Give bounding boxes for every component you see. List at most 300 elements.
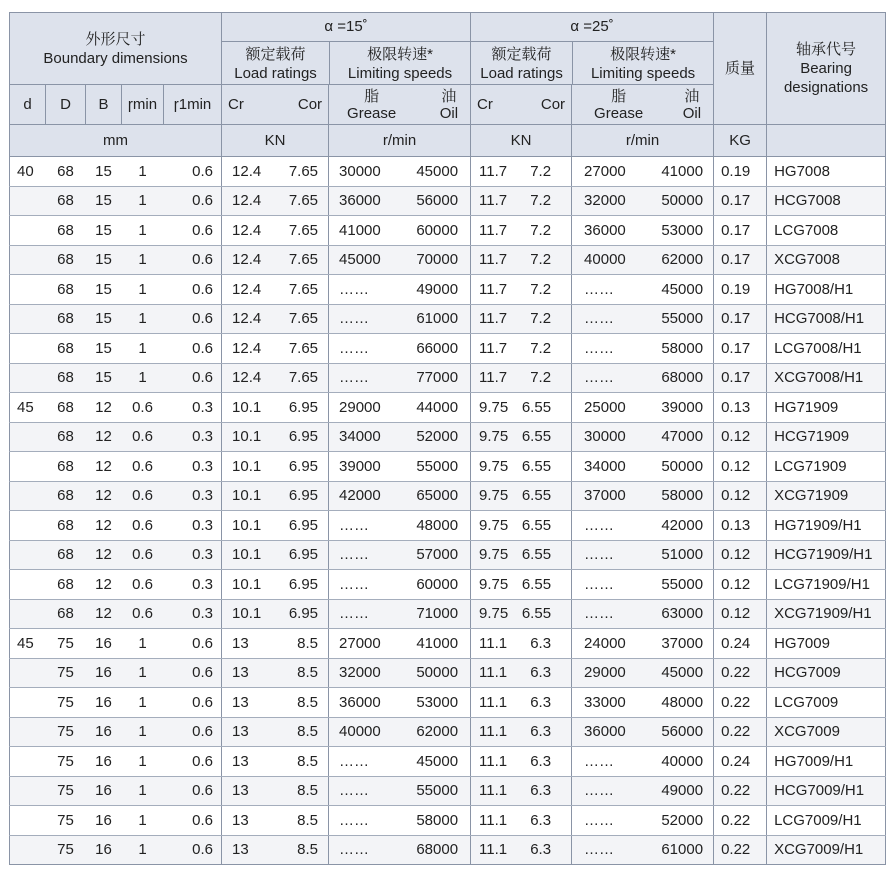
cell-load25-right: 6.55 bbox=[521, 428, 552, 446]
cell-speed15-right: 58000 bbox=[416, 811, 459, 829]
cell-speed25-left: …… bbox=[584, 280, 615, 298]
cell-B: 15 bbox=[86, 157, 122, 187]
cell-load15-right: 7.65 bbox=[288, 251, 319, 269]
cell-load15 bbox=[222, 717, 329, 747]
cell-speed15 bbox=[329, 481, 471, 511]
cell-load15-left: 10.1 bbox=[232, 457, 262, 475]
cell-d bbox=[10, 688, 46, 718]
cell-d: 40 bbox=[10, 157, 46, 187]
cell-load15-left: 12.4 bbox=[232, 162, 262, 180]
cell-load15-right: 6.95 bbox=[288, 487, 319, 505]
cell-mass: 0.22 bbox=[714, 806, 767, 836]
col-B: B bbox=[86, 85, 122, 125]
cell-speed15-left: 42000 bbox=[339, 487, 381, 505]
cell-mass: 0.22 bbox=[714, 776, 767, 806]
cell-designation: HCG7009 bbox=[767, 658, 886, 688]
cell-speed15-left: 34000 bbox=[339, 428, 381, 446]
cell-load25 bbox=[471, 216, 572, 246]
cell-speed15-left: 40000 bbox=[339, 723, 381, 741]
cell-load15-right: 6.95 bbox=[288, 605, 319, 623]
unit-rmin-25: r/min bbox=[572, 125, 714, 157]
cell-load15-right: 8.5 bbox=[297, 723, 319, 741]
table-row bbox=[10, 422, 886, 452]
cell-speed25-left: 34000 bbox=[584, 457, 626, 475]
cell-load25-right: 7.2 bbox=[530, 192, 552, 210]
cell-rmin: 1 bbox=[122, 157, 164, 187]
cell-load25-left: 11.1 bbox=[479, 782, 508, 800]
cell-load15 bbox=[222, 835, 329, 865]
oil-cn: 油 bbox=[441, 87, 457, 105]
cell-mass: 0.19 bbox=[714, 275, 767, 305]
cell-mass: 0.13 bbox=[714, 393, 767, 423]
cell-rmin: 0.6 bbox=[122, 570, 164, 600]
col-d: d bbox=[10, 85, 46, 125]
cell-load15 bbox=[222, 157, 329, 187]
cell-rmin: 0.6 bbox=[122, 393, 164, 423]
cell-speed15 bbox=[329, 275, 471, 305]
cell-D: 68 bbox=[46, 599, 86, 629]
table-row bbox=[10, 570, 886, 600]
cell-speed25-right: 62000 bbox=[661, 251, 704, 269]
cell-speed25-right: 55000 bbox=[661, 310, 704, 328]
col-cr: Cr bbox=[477, 96, 493, 113]
cell-D: 75 bbox=[46, 835, 86, 865]
cell-B: 12 bbox=[86, 540, 122, 570]
cell-mass: 0.12 bbox=[714, 481, 767, 511]
cell-d bbox=[10, 599, 46, 629]
cell-load15-left: 10.1 bbox=[232, 575, 262, 593]
cell-rmin: 0.6 bbox=[122, 599, 164, 629]
cell-speed15-right: 61000 bbox=[416, 310, 459, 328]
table-row bbox=[10, 452, 886, 482]
cell-speed25-right: 63000 bbox=[661, 605, 704, 623]
cell-speed25-left: …… bbox=[584, 752, 615, 770]
cell-D: 75 bbox=[46, 688, 86, 718]
cell-load15-left: 10.1 bbox=[232, 546, 262, 564]
cell-load25-left: 11.7 bbox=[479, 192, 508, 210]
cell-designation: HG71909/H1 bbox=[767, 511, 886, 541]
cell-speed25-left: …… bbox=[584, 369, 615, 387]
speed-en: Limiting speeds bbox=[590, 65, 696, 82]
cell-load25-right: 6.3 bbox=[530, 723, 552, 741]
cell-load15 bbox=[222, 599, 329, 629]
cell-d bbox=[10, 245, 46, 275]
cell-designation: LCG7009/H1 bbox=[767, 806, 886, 836]
cell-load25-left: 9.75 bbox=[479, 605, 509, 623]
cell-load25-right: 7.2 bbox=[530, 369, 552, 387]
cell-load25-right: 6.55 bbox=[521, 516, 552, 534]
cell-r1min: 0.6 bbox=[164, 717, 222, 747]
cell-rmin: 0.6 bbox=[122, 511, 164, 541]
cell-speed15 bbox=[329, 334, 471, 364]
cell-B: 16 bbox=[86, 658, 122, 688]
cell-load25-left: 11.7 bbox=[479, 251, 508, 269]
unit-kg: KG bbox=[714, 125, 767, 157]
cell-B: 12 bbox=[86, 481, 122, 511]
cell-r1min: 0.6 bbox=[164, 806, 222, 836]
cell-mass: 0.17 bbox=[714, 304, 767, 334]
cell-r1min: 0.6 bbox=[164, 334, 222, 364]
cell-speed25 bbox=[572, 216, 714, 246]
cell-speed25 bbox=[572, 186, 714, 216]
cell-B: 16 bbox=[86, 835, 122, 865]
mass-cn: 质量 bbox=[725, 60, 756, 77]
cell-load15 bbox=[222, 422, 329, 452]
cell-B: 12 bbox=[86, 452, 122, 482]
cell-D: 75 bbox=[46, 717, 86, 747]
cell-rmin: 1 bbox=[122, 245, 164, 275]
cell-speed25-right: 55000 bbox=[661, 575, 704, 593]
cell-load15-right: 6.95 bbox=[288, 428, 319, 446]
cell-load25-right: 6.55 bbox=[521, 457, 552, 475]
cell-designation: HCG7008/H1 bbox=[767, 304, 886, 334]
cell-speed25 bbox=[572, 481, 714, 511]
cell-rmin: 1 bbox=[122, 216, 164, 246]
bearing-spec-table-container bbox=[9, 12, 885, 865]
cell-load25-right: 6.55 bbox=[521, 398, 552, 416]
alpha25-label: α =25˚ bbox=[471, 13, 713, 42]
cell-d bbox=[10, 658, 46, 688]
boundary-dimensions-header bbox=[10, 13, 222, 85]
cell-speed15-right: 60000 bbox=[416, 575, 459, 593]
cell-load25-right: 6.3 bbox=[530, 664, 552, 682]
cell-designation: HCG71909 bbox=[767, 422, 886, 452]
cell-designation: LCG71909/H1 bbox=[767, 570, 886, 600]
cell-B: 12 bbox=[86, 511, 122, 541]
cell-B: 16 bbox=[86, 806, 122, 836]
cell-load25 bbox=[471, 422, 572, 452]
cell-load15 bbox=[222, 688, 329, 718]
cell-speed15-left: …… bbox=[339, 546, 370, 564]
cell-d bbox=[10, 275, 46, 305]
cell-designation: HG7008 bbox=[767, 157, 886, 187]
cell-load25-right: 6.3 bbox=[530, 752, 552, 770]
cell-load25-right: 7.2 bbox=[530, 280, 552, 298]
boundary-en: Boundary dimensions bbox=[43, 49, 188, 67]
cell-speed25 bbox=[572, 629, 714, 659]
cell-load15 bbox=[222, 747, 329, 777]
cell-r1min: 0.6 bbox=[164, 835, 222, 865]
cell-D: 68 bbox=[46, 481, 86, 511]
cell-d bbox=[10, 216, 46, 246]
cell-load15 bbox=[222, 776, 329, 806]
cell-load25 bbox=[471, 747, 572, 777]
cell-load25 bbox=[471, 717, 572, 747]
cell-d bbox=[10, 747, 46, 777]
cell-load25-left: 11.7 bbox=[479, 280, 508, 298]
cell-speed15 bbox=[329, 806, 471, 836]
cell-load25-right: 6.55 bbox=[521, 487, 552, 505]
cell-speed15 bbox=[329, 747, 471, 777]
cell-r1min: 0.3 bbox=[164, 540, 222, 570]
table-row bbox=[10, 629, 886, 659]
cell-speed15-right: 48000 bbox=[416, 516, 459, 534]
cell-load25-left: 11.7 bbox=[479, 310, 508, 328]
cell-d bbox=[10, 481, 46, 511]
cell-load25-left: 9.75 bbox=[479, 487, 509, 505]
cell-speed25-left: 30000 bbox=[584, 428, 626, 446]
cell-d bbox=[10, 334, 46, 364]
cell-mass: 0.22 bbox=[714, 717, 767, 747]
cell-speed25-right: 39000 bbox=[661, 398, 704, 416]
cell-speed15-right: 65000 bbox=[416, 487, 459, 505]
cell-speed15-right: 66000 bbox=[416, 339, 459, 357]
table-row bbox=[10, 835, 886, 865]
table-row bbox=[10, 216, 886, 246]
cell-speed15-right: 70000 bbox=[416, 251, 459, 269]
cell-rmin: 1 bbox=[122, 806, 164, 836]
cell-load25-right: 6.55 bbox=[521, 605, 552, 623]
table-row bbox=[10, 511, 886, 541]
cell-load25-left: 9.75 bbox=[479, 398, 509, 416]
cell-load25-left: 11.1 bbox=[479, 811, 508, 829]
cell-load15-right: 7.65 bbox=[288, 162, 319, 180]
cell-B: 16 bbox=[86, 688, 122, 718]
cell-D: 68 bbox=[46, 422, 86, 452]
bearing-cn: 轴承代号 bbox=[796, 41, 857, 58]
cell-D: 68 bbox=[46, 393, 86, 423]
cell-mass: 0.12 bbox=[714, 422, 767, 452]
header-row-units bbox=[10, 125, 886, 157]
load-en: Load ratings bbox=[480, 65, 563, 82]
cell-speed15-right: 49000 bbox=[416, 280, 459, 298]
cell-mass: 0.12 bbox=[714, 540, 767, 570]
cell-speed15-right: 71000 bbox=[416, 605, 459, 623]
cell-speed15-right: 50000 bbox=[416, 664, 459, 682]
cell-load15-right: 7.65 bbox=[288, 280, 319, 298]
grease-en: Grease bbox=[347, 104, 397, 122]
cell-speed25 bbox=[572, 245, 714, 275]
cell-load25 bbox=[471, 481, 572, 511]
cell-D: 68 bbox=[46, 363, 86, 393]
alpha15-limiting-speeds bbox=[330, 42, 470, 84]
cell-B: 16 bbox=[86, 717, 122, 747]
cell-speed25-right: 47000 bbox=[661, 428, 704, 446]
cell-speed25 bbox=[572, 334, 714, 364]
cell-load25-right: 6.3 bbox=[530, 811, 552, 829]
cell-mass: 0.17 bbox=[714, 334, 767, 364]
table-row bbox=[10, 688, 886, 718]
cell-r1min: 0.3 bbox=[164, 393, 222, 423]
cell-mass: 0.17 bbox=[714, 363, 767, 393]
unit-rmin-15: r/min bbox=[329, 125, 471, 157]
cell-speed25 bbox=[572, 717, 714, 747]
cell-speed25-right: 61000 bbox=[661, 841, 704, 859]
cell-speed15 bbox=[329, 422, 471, 452]
cell-mass: 0.13 bbox=[714, 511, 767, 541]
cell-load25-right: 6.55 bbox=[521, 546, 552, 564]
cell-speed25-left: …… bbox=[584, 339, 615, 357]
cell-speed25 bbox=[572, 806, 714, 836]
col-speed15 bbox=[329, 85, 471, 125]
cell-speed15-right: 57000 bbox=[416, 546, 459, 564]
table-row bbox=[10, 540, 886, 570]
cell-speed25-right: 40000 bbox=[661, 752, 704, 770]
cell-D: 68 bbox=[46, 540, 86, 570]
cell-load15 bbox=[222, 511, 329, 541]
cell-designation: HCG7009/H1 bbox=[767, 776, 886, 806]
cell-load25-right: 6.3 bbox=[530, 782, 552, 800]
cell-speed25-left: …… bbox=[584, 841, 615, 859]
cell-load15 bbox=[222, 275, 329, 305]
cell-d bbox=[10, 835, 46, 865]
cell-rmin: 1 bbox=[122, 334, 164, 364]
cell-designation: HG7009/H1 bbox=[767, 747, 886, 777]
cell-speed15-left: 30000 bbox=[339, 162, 381, 180]
cell-load15-left: 13 bbox=[232, 841, 249, 859]
cell-rmin: 1 bbox=[122, 688, 164, 718]
cell-speed15-left: 27000 bbox=[339, 634, 381, 652]
cell-speed25-left: 40000 bbox=[584, 251, 626, 269]
cell-D: 75 bbox=[46, 658, 86, 688]
cell-load25-left: 11.7 bbox=[479, 221, 508, 239]
cell-speed15 bbox=[329, 776, 471, 806]
cell-speed25 bbox=[572, 422, 714, 452]
cell-load15-left: 13 bbox=[232, 782, 249, 800]
cell-designation: HG71909 bbox=[767, 393, 886, 423]
cell-load15-right: 6.95 bbox=[288, 575, 319, 593]
grease-cn: 脂 bbox=[364, 87, 380, 105]
cell-B: 16 bbox=[86, 776, 122, 806]
cell-load25 bbox=[471, 658, 572, 688]
cell-designation: LCG71909 bbox=[767, 452, 886, 482]
cell-D: 68 bbox=[46, 452, 86, 482]
cell-r1min: 0.6 bbox=[164, 186, 222, 216]
cell-designation: HCG71909/H1 bbox=[767, 540, 886, 570]
cell-load15-right: 6.95 bbox=[288, 457, 319, 475]
cell-load25-left: 11.1 bbox=[479, 723, 508, 741]
alpha25-limiting-speeds bbox=[573, 42, 713, 84]
cell-load15 bbox=[222, 481, 329, 511]
table-header bbox=[10, 13, 886, 157]
cell-rmin: 1 bbox=[122, 776, 164, 806]
alpha15-label: α =15˚ bbox=[222, 13, 470, 42]
cell-speed15 bbox=[329, 629, 471, 659]
cell-r1min: 0.6 bbox=[164, 658, 222, 688]
cell-load15-left: 12.4 bbox=[232, 221, 262, 239]
cell-load15-right: 6.95 bbox=[288, 516, 319, 534]
cell-B: 16 bbox=[86, 629, 122, 659]
cell-rmin: 0.6 bbox=[122, 422, 164, 452]
cell-speed15-right: 45000 bbox=[416, 752, 459, 770]
cell-designation: XCG7008/H1 bbox=[767, 363, 886, 393]
cell-load15-left: 12.4 bbox=[232, 369, 262, 387]
cell-speed15-left: …… bbox=[339, 605, 370, 623]
load-cn: 额定载荷 bbox=[491, 46, 552, 63]
cell-speed25-right: 52000 bbox=[661, 811, 704, 829]
oil-cn: 油 bbox=[684, 87, 700, 105]
cell-speed25 bbox=[572, 776, 714, 806]
cell-load15-left: 13 bbox=[232, 723, 249, 741]
cell-speed15-right: 68000 bbox=[416, 841, 459, 859]
table-row bbox=[10, 747, 886, 777]
cell-speed25-right: 50000 bbox=[661, 457, 704, 475]
cell-load15 bbox=[222, 806, 329, 836]
cell-load15-left: 12.4 bbox=[232, 310, 262, 328]
cell-load15 bbox=[222, 245, 329, 275]
cell-speed15-right: 77000 bbox=[416, 369, 459, 387]
cell-r1min: 0.6 bbox=[164, 216, 222, 246]
cell-mass: 0.17 bbox=[714, 186, 767, 216]
cell-speed15 bbox=[329, 688, 471, 718]
cell-load25-left: 9.75 bbox=[479, 575, 509, 593]
unit-blank bbox=[767, 125, 886, 157]
cell-load15 bbox=[222, 629, 329, 659]
cell-D: 68 bbox=[46, 275, 86, 305]
cell-speed25-left: 36000 bbox=[584, 723, 626, 741]
cell-speed15-left: …… bbox=[339, 752, 370, 770]
cell-rmin: 1 bbox=[122, 275, 164, 305]
cell-D: 68 bbox=[46, 334, 86, 364]
cell-rmin: 0.6 bbox=[122, 481, 164, 511]
table-row bbox=[10, 245, 886, 275]
cell-B: 12 bbox=[86, 570, 122, 600]
cell-mass: 0.24 bbox=[714, 629, 767, 659]
alpha15-load-ratings bbox=[222, 42, 330, 84]
col-cr: Cr bbox=[228, 96, 244, 113]
cell-d bbox=[10, 511, 46, 541]
cell-load25 bbox=[471, 511, 572, 541]
cell-speed25-right: 42000 bbox=[661, 516, 704, 534]
cell-speed15-left: …… bbox=[339, 369, 370, 387]
cell-speed15 bbox=[329, 157, 471, 187]
cell-d: 45 bbox=[10, 393, 46, 423]
cell-speed15-left: …… bbox=[339, 516, 370, 534]
cell-r1min: 0.3 bbox=[164, 511, 222, 541]
alpha25-load-ratings bbox=[471, 42, 573, 84]
cell-d bbox=[10, 717, 46, 747]
cell-designation: HG7008/H1 bbox=[767, 275, 886, 305]
cell-speed25-left: …… bbox=[584, 811, 615, 829]
cell-load25 bbox=[471, 363, 572, 393]
cell-B: 15 bbox=[86, 216, 122, 246]
cell-load25 bbox=[471, 334, 572, 364]
cell-load25-left: 11.7 bbox=[479, 339, 508, 357]
cell-speed25 bbox=[572, 835, 714, 865]
cell-speed25-right: 58000 bbox=[661, 339, 704, 357]
cell-d bbox=[10, 452, 46, 482]
table-row bbox=[10, 393, 886, 423]
cell-load25-left: 11.1 bbox=[479, 664, 508, 682]
cell-load15 bbox=[222, 658, 329, 688]
cell-load25-right: 6.55 bbox=[521, 575, 552, 593]
cell-speed25-left: 32000 bbox=[584, 192, 626, 210]
cell-load25-right: 7.2 bbox=[530, 339, 552, 357]
cell-mass: 0.12 bbox=[714, 452, 767, 482]
cell-D: 68 bbox=[46, 157, 86, 187]
cell-r1min: 0.6 bbox=[164, 245, 222, 275]
cell-d bbox=[10, 363, 46, 393]
col-speed25 bbox=[572, 85, 714, 125]
cell-speed15 bbox=[329, 835, 471, 865]
cell-speed15-left: 36000 bbox=[339, 192, 381, 210]
cell-speed25-left: …… bbox=[584, 605, 615, 623]
cell-speed25 bbox=[572, 393, 714, 423]
cell-mass: 0.24 bbox=[714, 747, 767, 777]
cell-D: 75 bbox=[46, 806, 86, 836]
cell-d: 45 bbox=[10, 629, 46, 659]
cell-speed25 bbox=[572, 511, 714, 541]
cell-speed15 bbox=[329, 186, 471, 216]
cell-speed25 bbox=[572, 570, 714, 600]
cell-speed15 bbox=[329, 452, 471, 482]
cell-load25-left: 11.7 bbox=[479, 162, 508, 180]
cell-mass: 0.17 bbox=[714, 245, 767, 275]
unit-mm: mm bbox=[10, 125, 222, 157]
cell-load15-left: 13 bbox=[232, 664, 249, 682]
cell-load15-right: 8.5 bbox=[297, 782, 319, 800]
cell-load15-left: 10.1 bbox=[232, 605, 262, 623]
